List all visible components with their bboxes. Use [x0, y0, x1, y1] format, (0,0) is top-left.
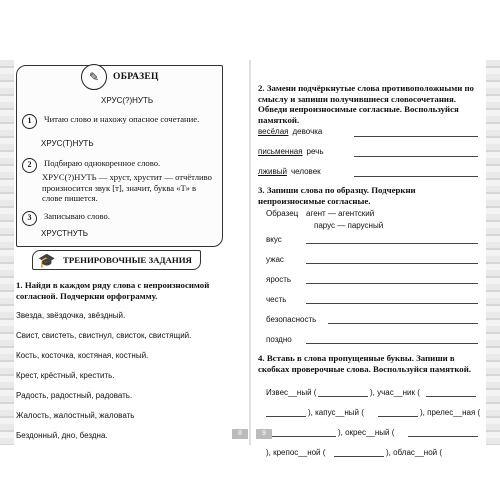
task-word: вкус [266, 235, 282, 244]
step-number: 3 [22, 211, 37, 226]
step-number: 1 [22, 114, 37, 129]
antonym-pair: лживый человек [258, 167, 321, 176]
task-1 [16, 280, 221, 301]
step-text: Записываю слово. [44, 211, 110, 221]
graduation-cap-icon: 🎓 [38, 254, 56, 269]
task-3 [258, 185, 480, 206]
task-word: безопасность [266, 315, 317, 324]
answer-line[interactable] [354, 136, 478, 137]
answer-line[interactable] [318, 396, 368, 397]
answer-line[interactable] [334, 456, 384, 457]
answer-line[interactable] [378, 416, 418, 417]
answer-line[interactable] [354, 176, 478, 177]
sample-word: ХРУС(?)НУТЬ [101, 96, 154, 105]
answer-line[interactable] [408, 436, 478, 437]
task-number: 2. [258, 83, 265, 93]
answer-line[interactable] [266, 416, 306, 417]
page-number: 8 [232, 429, 248, 439]
sample-line: агент — агентский [306, 209, 375, 218]
word-row: Крест, крёстный, крестить. [16, 371, 115, 380]
answer-line[interactable] [306, 243, 478, 244]
answer-line[interactable] [306, 303, 478, 304]
fill-word: ), капус__ный ( [308, 408, 364, 417]
word-row: Радость, радостный, радовать. [16, 391, 133, 400]
answer-line[interactable] [306, 263, 478, 264]
sample-box [16, 65, 223, 247]
task-2 [258, 83, 480, 125]
antonym-pair: весёлая девочка [258, 127, 323, 136]
answer-line[interactable] [354, 156, 478, 157]
step-text: Подбираю однокоренное слово. [44, 158, 161, 168]
section-title: ТРЕНИРОВОЧНЫЕ ЗАДАНИЯ [63, 255, 192, 265]
page-number: 9 [256, 429, 272, 439]
fill-word: ), окрес__ный ( [338, 428, 395, 437]
fill-word: ), облас__ной ( [386, 448, 443, 457]
word-row: Кость, косточка, костяная, костный. [16, 351, 149, 360]
task-number: 4. [258, 353, 265, 363]
answer-line[interactable] [306, 283, 478, 284]
step-1-result: ХРУС(Т)НУТЬ [41, 139, 94, 148]
task-word: ужас [266, 255, 284, 264]
sample-label: Образец [266, 209, 299, 218]
book-gutter [249, 60, 251, 445]
task-text: Вставь в слова пропущенные буквы. Запиши в скобках проверочные слова. Воспользуйся памяткой. [258, 353, 471, 374]
sample-title: ОБРАЗЕЦ [113, 72, 159, 82]
fill-word: ), крепос__ной ( [266, 448, 326, 457]
sample-step-3 [22, 211, 214, 226]
sample-step-1 [22, 114, 214, 129]
word-row: Свист, свистеть, свистнул, свисток, свистящий. [16, 331, 192, 340]
task-text: Замени подчёркнутые слова противоположными по смыслу и запиши получившиеся словосочетания. Обведи непроизносимые согласные. Воспользуйся памяткой. [258, 83, 474, 125]
task-number: 1. [16, 280, 23, 290]
left-margin-doodles [0, 60, 14, 445]
task-word: ярость [266, 275, 292, 284]
step-text: Читаю слово и нахожу опасное сочетание. [44, 114, 200, 124]
fill-word: ), прелес__ная ( [420, 408, 481, 417]
fill-word: ), учас__ник ( [370, 388, 420, 397]
fill-word: Извес__ный ( [266, 388, 317, 397]
task-text: Найди в каждом ряду слова с непроизносимой согласной. Подчеркни орфограмму. [16, 280, 210, 301]
task-number: 3. [258, 185, 265, 195]
answer-line[interactable] [266, 436, 336, 437]
word-row: Жалость, жалостный, жаловать [16, 411, 135, 420]
sample-step-2 [22, 158, 214, 173]
step-number: 2 [22, 158, 37, 173]
sample-line: парус — парусный [314, 221, 384, 230]
task-text: Запиши слова по образцу. Подчеркни непроизносимые согласные. [258, 185, 416, 206]
answer-line[interactable] [306, 343, 478, 344]
answer-line[interactable] [328, 323, 478, 324]
task-word: поздно [266, 335, 292, 344]
left-page [16, 65, 244, 443]
answer-line[interactable] [426, 396, 476, 397]
task-4 [258, 353, 480, 374]
right-page [258, 65, 486, 443]
section-header [32, 250, 201, 270]
step-3-result: ХРУСТНУТЬ [41, 229, 88, 238]
antonym-pair: письменная речь [258, 147, 324, 156]
word-row: Бездонный, дно, бездна. [16, 431, 108, 440]
right-margin-doodles [486, 60, 500, 445]
word-row: Звезда, звёздочка, звёздный. [16, 311, 126, 320]
pen-icon: ✎ [81, 64, 107, 90]
step-2-detail: ХРУС(?)НУТЬ — хруст, хрустит — отчётливо произносится звук [т], значит, буква «Т» в слове пишется. [42, 172, 212, 203]
sample-header [81, 64, 159, 90]
task-word: честь [266, 295, 287, 304]
